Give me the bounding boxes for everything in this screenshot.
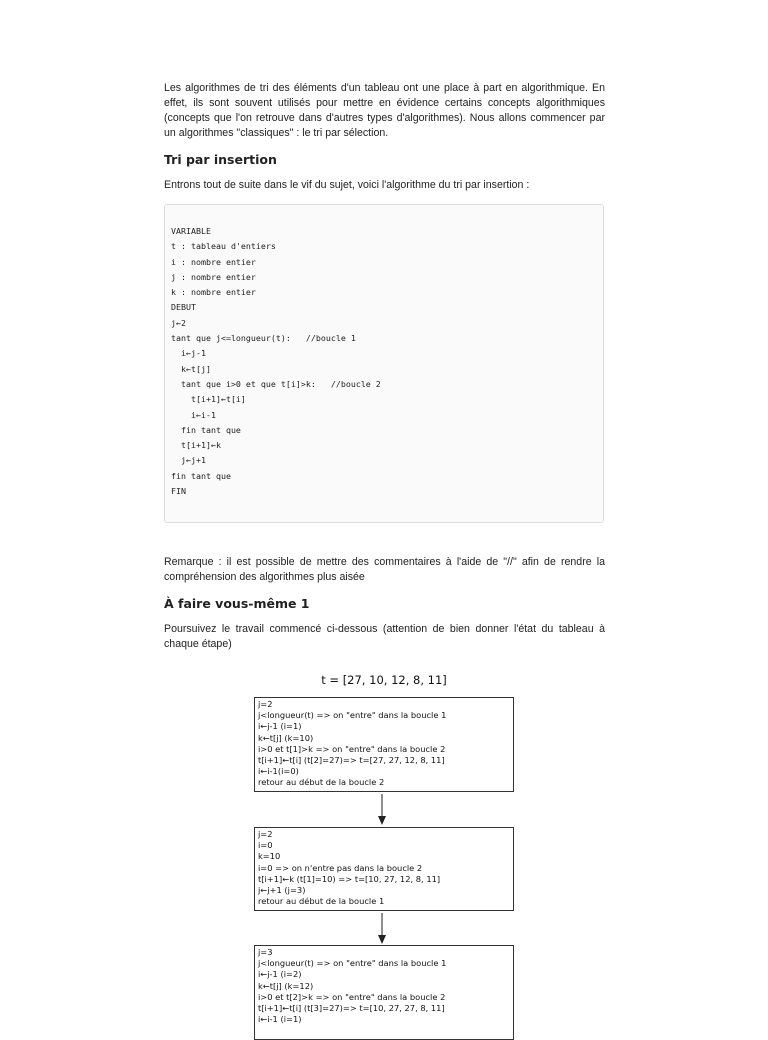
- trace-line: j=2: [258, 829, 273, 839]
- code-line: tant que j<=longueur(t): //boucle 1: [171, 333, 356, 344]
- trace-line: i←j-1 (i=1): [258, 721, 302, 732]
- trace-line: j<longueur(t) => on "entre" dans la boucle 1: [258, 958, 447, 969]
- code-line: k←t[j]: [180, 363, 211, 374]
- trace-line: retour au début de la boucle 1: [258, 896, 385, 907]
- code-line: tant que i>0 et que t[i]>k: //boucle 2: [180, 378, 381, 389]
- code-line: i : nombre entier: [171, 256, 256, 267]
- code-block: [164, 204, 604, 523]
- code-line: t : tableau d'entiers: [171, 241, 276, 252]
- code-line: fin tant que: [180, 424, 241, 435]
- code-line: FIN: [171, 486, 186, 497]
- trace-line: i=0 => on n'entre pas dans la boucle 2: [258, 862, 423, 873]
- trace-line: i>0 et t[1]>k => on "entre" dans la boucle 2: [258, 743, 446, 754]
- down-arrow-icon: [372, 794, 392, 826]
- trace-line: i←i-1 (i=1): [258, 1014, 302, 1025]
- trace-line: t[i+1]←t[i] (t[2]=27)=> t=[27, 27, 12, 8, 11]: [258, 755, 445, 766]
- code-line: VARIABLE: [171, 226, 211, 236]
- trace-line: i=0: [258, 840, 273, 851]
- section-intro-text: Entrons tout de suite dans le vif du sujet, voici l'algorithme du tri par insertion :: [164, 179, 530, 191]
- trace-line: j=2: [258, 699, 273, 709]
- code-line: t[i+1]←k: [180, 440, 221, 451]
- code-line: j←2: [171, 317, 186, 328]
- intro-paragraph: Les algorithmes de tri des éléments d'un tableau ont une place à part en algorithmique. En effet, ils sont souvent utilisés pour mettre en évidence certains concepts algorithmiques (concepts que l'on retrouve dans d'autres types d'algorithmes). Nous allons commencer par un algorithmes "classiques" : le tri par sélection.: [164, 82, 605, 139]
- code-line: i←i-1: [190, 409, 216, 420]
- code-line: j : nombre entier: [171, 271, 256, 282]
- trace-line: i>0 et t[2]>k => on "entre" dans la boucle 2: [258, 991, 446, 1002]
- code-line: DEBUT: [171, 302, 196, 313]
- trace-line: retour au début de la boucle 2: [258, 777, 385, 788]
- remark-paragraph: Remarque : il est possible de mettre des commentaires à l'aide de "//" afin de rendre la compréhension des algorithmes plus aisée: [164, 556, 605, 583]
- trace-line: k=10: [258, 851, 281, 862]
- trace-line: t[i+1]←t[i] (t[3]=27)=> t=[10, 27, 27, 8, 11]: [258, 1003, 445, 1014]
- trace-line: t[i+1]←k (t[1]=10) => t=[10, 27, 12, 8, 11]: [258, 873, 441, 884]
- section-title-exercise: À faire vous-même 1: [164, 596, 310, 611]
- code-line: i←j-1: [180, 348, 206, 359]
- trace-line: j<longueur(t) => on "entre" dans la boucle 1: [258, 710, 447, 721]
- exercise-instructions: Poursuivez le travail commencé ci-dessous (attention de bien donner l'état du tableau à chaque étape): [164, 623, 605, 650]
- trace-line: k←t[j] (k=12): [258, 980, 314, 991]
- trace-line: j←j+1 (j=3): [258, 885, 306, 896]
- trace-line: i←i-1(i=0): [258, 766, 299, 777]
- section-title-tri-insertion: Tri par insertion: [164, 152, 277, 167]
- trace-line: k←t[j] (k=10): [258, 732, 314, 743]
- down-arrow-icon: [372, 913, 392, 945]
- trace-line: j=3: [258, 947, 273, 957]
- algorithm-code: [171, 224, 381, 499]
- trace-step-box: [254, 697, 514, 792]
- trace-step-box: [254, 945, 514, 1040]
- code-line: j←j+1: [180, 455, 206, 466]
- trace-step-box: [254, 827, 514, 911]
- trace-line: i←j-1 (i=2): [258, 969, 302, 980]
- code-line: k : nombre entier: [171, 287, 256, 298]
- code-line: fin tant que: [171, 470, 231, 481]
- code-line: t[i+1]←t[i]: [190, 394, 246, 405]
- diagram-title: t = [27, 10, 12, 8, 11]: [321, 673, 447, 687]
